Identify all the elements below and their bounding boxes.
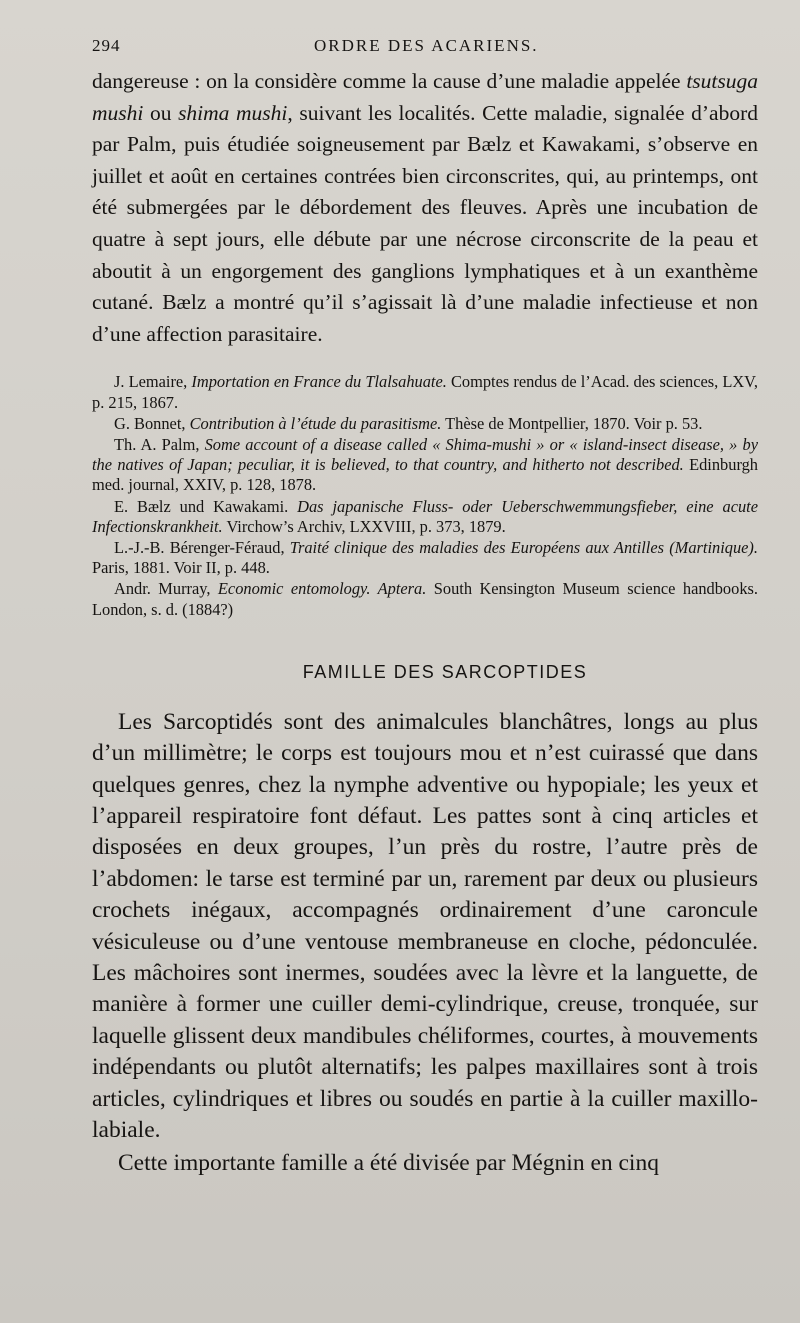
reference-source: Edinburgh med. journal, XXIV, p. 128, 1878. bbox=[92, 455, 758, 495]
reference-title: Das japanische Fluss- oder Ueberschwemmungsfieber, eine acute Infectionskrankheit. bbox=[92, 496, 758, 536]
reference-source: Thèse de Montpellier, 1870. Voir p. 53. bbox=[441, 413, 703, 433]
top-paragraph-part: , suivant les localités. Cette maladie, signalée d’abord par Palm, puis étudiée soigneusement par Bælz et Kawakami, s’observe en juillet et août en certaines contrées bien circonscrites, qui, au printemps, ont été submergées par le débordement des fleuves. Après une incubation de quatre à sept jours, elle débute par une nécrose circonscrite de la peau et aboutit à un engorgement des ganglions lymphatiques et à un exanthème cutané. Bælz a montré qu’il s’agissait là d’une maladie infectieuse et non d’une affection parasitaire. bbox=[92, 100, 759, 346]
reference-author: Th. A. Palm, bbox=[114, 434, 205, 454]
top-paragraph-part: dangereuse : on la considère comme la cause d’une maladie appelée bbox=[92, 69, 687, 93]
top-paragraph-italic: shima mushi bbox=[178, 100, 288, 125]
page-number: 294 bbox=[92, 36, 121, 55]
reference-source: Virchow’s Archiv, LXXVIII, p. 373, 1879. bbox=[222, 516, 506, 536]
reference-title: Importation en France du Tlalsahuate. bbox=[191, 372, 447, 392]
top-paragraph-italic: tsutsuga mushi bbox=[92, 69, 758, 125]
reference-author: Andr. Murray, bbox=[114, 579, 218, 599]
reference-source: Comptes rendus de l’Acad. des sciences, LXV, p. 215, 1867. bbox=[92, 372, 758, 412]
reference-title: Economic entomology. Aptera. bbox=[217, 579, 427, 599]
top-paragraph-part: ou bbox=[143, 100, 179, 125]
reference-item bbox=[92, 414, 758, 434]
reference-author: J. Lemaire, bbox=[114, 372, 192, 392]
reference-source: South Kensington Museum science handbooks. London, s. d. (1884?) bbox=[92, 579, 758, 619]
reference-item bbox=[92, 579, 758, 619]
main-text bbox=[92, 707, 758, 1180]
main-paragraph: Les Sarcoptidés sont des animalcules blanchâtres, longs au plus d’un millimètre; le corps est toujours mou et n’est cuirassé que dans quelques genres, chez la nymphe adventive ou hypopiale; les yeux et l’appareil respiratoire font défaut. Les pattes sont à cinq articles et disposées en deux groupes, l’un près du rostre, l’autre près de l’abdomen: le tarse est terminé par un, rarement par deux ou plusieurs crochets inégaux, accompagnés ordinairement d’une caroncule vésiculeuse ou d’une ventouse membraneuse en cloche, pédonculée. Les mâchoires sont inermes, soudées avec la lèvre et la languette, de manière à former une cuiller demi-cylindrique, creuse, tronquée, sur laquelle glissent deux mandibules chéliformes, courtes, à mouvements indépendants ou plutôt alternatifs; les palpes maxillaires sont à trois articles, cylindriques et libres ou soudés en partie à la cuiller maxillo-labiale. bbox=[92, 708, 758, 1144]
running-header bbox=[92, 30, 758, 64]
reference-author: G. Bonnet, bbox=[114, 413, 190, 433]
reference-source: Paris, 1881. Voir II, p. 448. bbox=[92, 558, 270, 578]
bibliography bbox=[92, 372, 758, 619]
reference-item bbox=[92, 497, 758, 537]
reference-title: Traité clinique des maladies des Européens aux Antilles (Martinique). bbox=[289, 537, 758, 557]
reference-title: Contribution à l’étude du parasitisme. bbox=[189, 413, 442, 433]
reference-title: Some account of a disease called « Shima-mushi » or « island-insect disease, » by the natives of Japan; peculiar, it is believed, to that country, and hitherto not described. bbox=[92, 434, 759, 475]
reference-author: L.-J.-B. Bérenger-Féraud, bbox=[114, 537, 290, 557]
reference-item bbox=[92, 538, 758, 578]
reference-item bbox=[92, 435, 758, 496]
reference-item bbox=[92, 372, 758, 412]
section-heading: FAMILLE DES SARCOPTIDES bbox=[302, 661, 588, 682]
reference-author: E. Bælz und Kawakami. bbox=[114, 496, 298, 516]
top-paragraph-rendered bbox=[92, 66, 758, 350]
top-paragraph bbox=[92, 66, 758, 350]
last-paragraph: Cette importante famille a été divisée par Mégnin en cinq bbox=[118, 1150, 659, 1177]
running-title: ORDRE DES ACARIENS. bbox=[314, 36, 539, 55]
